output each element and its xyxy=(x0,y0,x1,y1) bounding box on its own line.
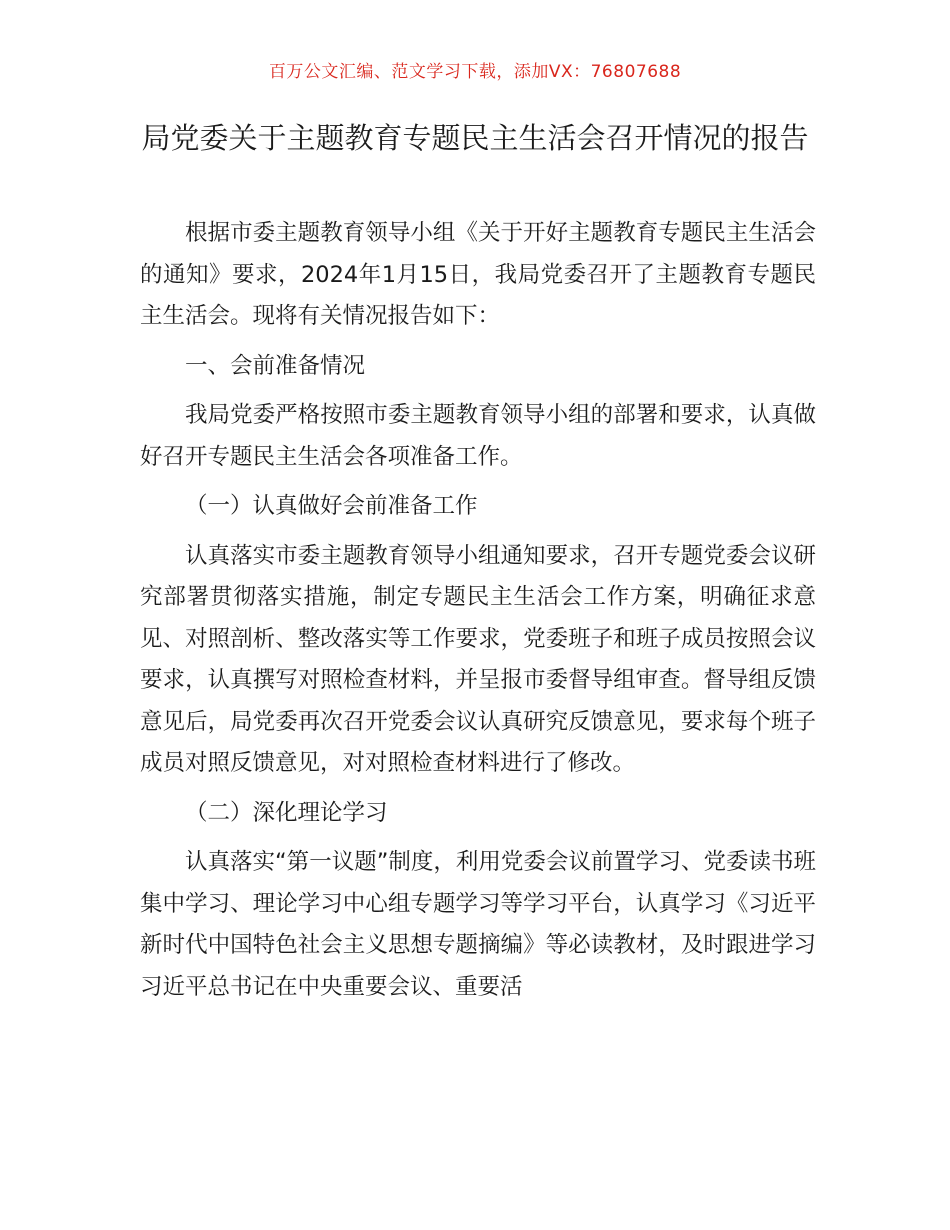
subsection-heading-1: （一）认真做好会前准备工作 xyxy=(185,493,478,519)
document-title: 局党委关于主题教育专题民主生活会召开情况的报告 xyxy=(141,121,809,155)
subsection-2-paragraph: 认真落实“第一议题”制度，利用党委会议前置学习、党委读书班集中学习、理论学习中心组专题学习等学习平台，认真学习《习近平新时代中国特色社会主义思想专题摘编》等必读教材，及时跟进学习习近平总书记在中央重要会议、重要活 xyxy=(140,849,816,1000)
document-body xyxy=(140,213,816,1016)
header-watermark-note: 百万公文汇编、范文学习下载，添加VX：76807688 xyxy=(268,62,682,82)
subsection-1-paragraph: 认真落实市委主题教育领导小组通知要求，召开专题党委会议研究部署贯彻落实措施，制定专题民主生活会工作方案，明确征求意见、对照剖析、整改落实等工作要求，党委班子和班子成员按照会议要求，认真撰写对照检查材料，并呈报市委督导组审查。督导组反馈意见后，局党委再次召开党委会议认真研究反馈意见，要求每个班子成员对照反馈意见，对对照检查材料进行了修改。 xyxy=(140,542,816,776)
section-heading-1: 一、会前准备情况 xyxy=(185,352,366,379)
subsection-heading-2: （二）深化理论学习 xyxy=(185,799,388,826)
section-1-paragraph: 我局党委严格按照市委主题教育领导小组的部署和要求，认真做好召开专题民主生活会各项准备工作。 xyxy=(140,402,816,470)
intro-paragraph: 根据市委主题教育领导小组《关于开好主题教育专题民主生活会的通知》要求，2024年1月15日，我局党委召开了主题教育专题民主生活会。现将有关情况报告如下： xyxy=(140,220,816,329)
